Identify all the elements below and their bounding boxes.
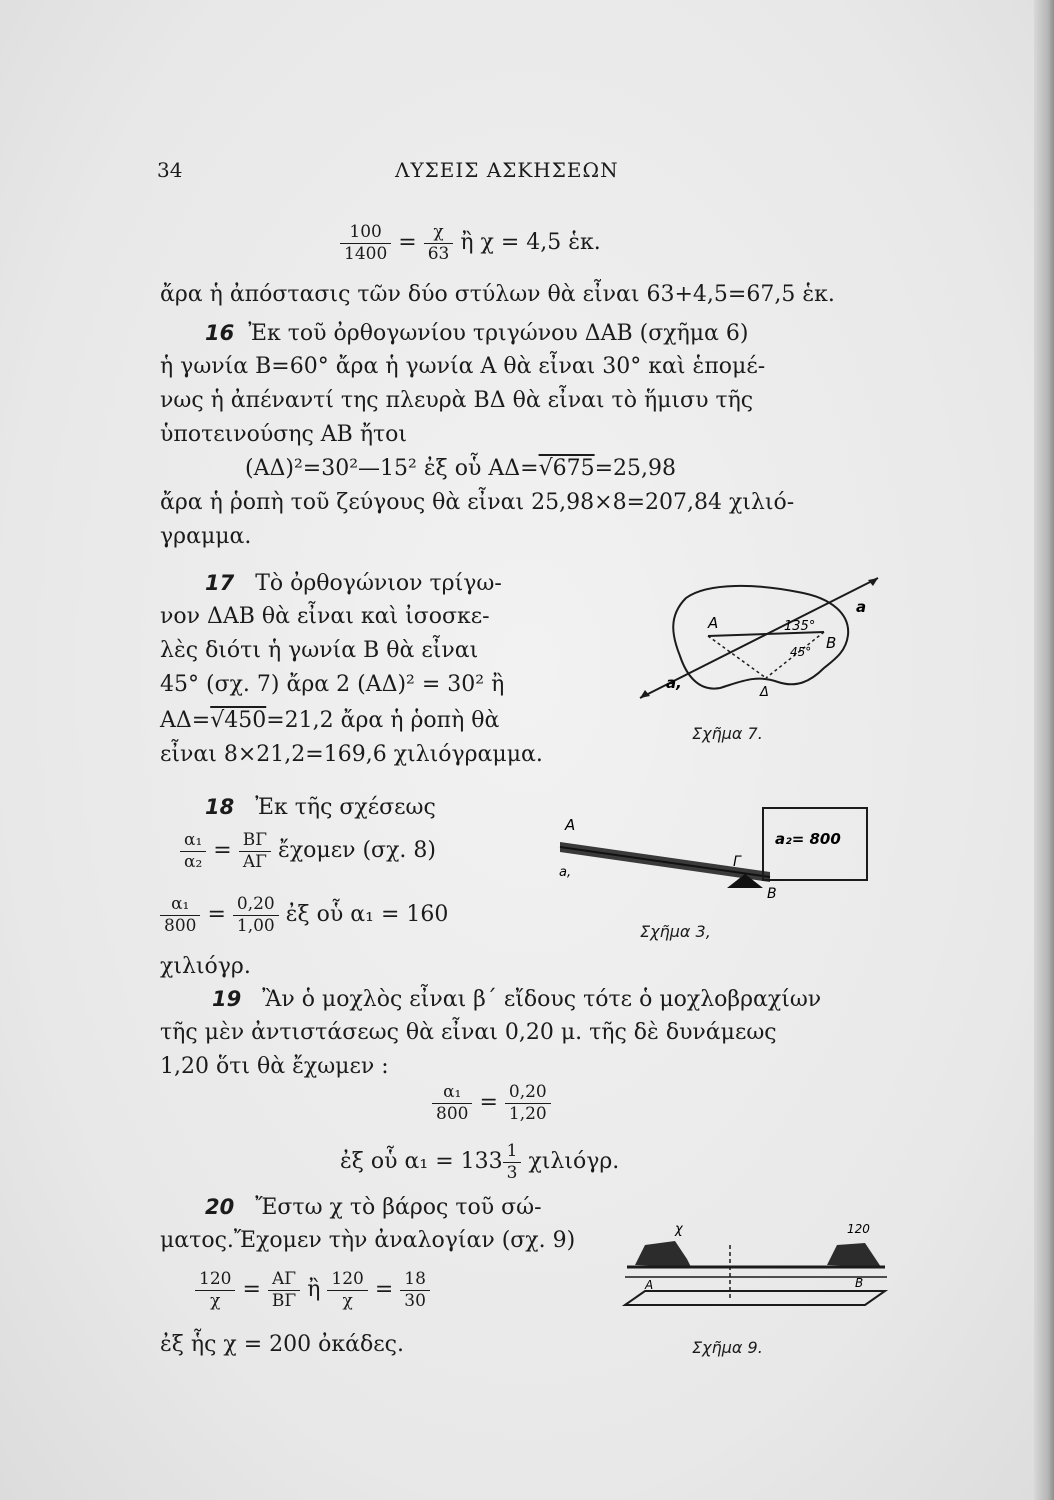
figure-7-caption: Σχῆμα 7. xyxy=(692,724,763,743)
running-title: ΛΥΣΕΙΣ ΑΣΚΗΣΕΩΝ xyxy=(395,158,619,182)
ex20-line1: 20 Ἔστω χ τὸ βάρος τοῦ σώ- xyxy=(205,1195,542,1220)
figure-8 xyxy=(545,800,885,915)
fig9-label-x: χ xyxy=(675,1222,683,1237)
fig9-label-A: A xyxy=(645,1278,654,1292)
ex19-formula: $\frac{\text{α₁}}{800}$ = $\frac{0,20}{1,20}$ xyxy=(432,1080,551,1126)
fig9-label-B: B xyxy=(855,1276,864,1290)
ex16-number: 16 xyxy=(205,321,235,345)
ex16-line3: νως ἡ ἀπέναντί της πλευρὰ ΒΔ θὰ εἶναι τὸ ἥμισυ τῆς xyxy=(160,388,754,413)
ex19-line2: τῆς μὲν ἀντιστάσεως θὰ εἶναι 0,20 μ. τῆς δὲ δυνάμεως xyxy=(160,1020,777,1045)
ex20-line2: ματος.Ἔχομεν τὴν ἀναλογίαν (σχ. 9) xyxy=(160,1228,576,1253)
page-edge-shadow xyxy=(1034,0,1054,1500)
fig7-label-a-top: a xyxy=(856,598,867,616)
fig7-label-D: Δ xyxy=(760,685,769,700)
fig7-label-135: 135° xyxy=(784,619,816,634)
ex17-line5: ΑΔ=√450=21,2 ἄρα ἡ ῥοπὴ θὰ xyxy=(160,708,500,733)
ex16-line1: 16 Ἐκ τοῦ ὀρθογωνίου τριγώνου ΔΑΒ (σχῆμα 6) xyxy=(205,321,749,346)
ex18-formula1: $\frac{\text{α₁}}{\text{α₂}}$ = $\frac{B\Gamma}{A\Gamma}$ ἔχομεν (σχ. 8) xyxy=(180,828,436,874)
fig7-label-B: B xyxy=(826,634,837,652)
ex17-number: 17 xyxy=(205,571,235,595)
fig9-label-120: 120 xyxy=(847,1222,870,1236)
ex17-line1: 17 Τὸ ὀρθογώνιον τρίγω- xyxy=(205,571,502,596)
figure-8-caption: Σχῆμα 3, xyxy=(640,922,711,941)
figure-7 xyxy=(628,570,888,720)
dashed-AD xyxy=(708,636,766,678)
ex19-line1: 19 Ἂν ὁ μοχλὸς εἶναι β΄ εἴδους τότε ὁ μοχλοβραχίων xyxy=(212,987,822,1012)
fig8-label-G: Γ xyxy=(733,854,741,870)
ex20-number: 20 xyxy=(205,1195,235,1219)
ex16-line7: γραμμα. xyxy=(160,524,252,549)
fig7-label-a1: a, xyxy=(666,674,682,692)
ex17-line4: 45° (σχ. 7) ἄρα 2 (ΑΔ)² = 30² ἢ xyxy=(160,672,505,697)
ex20-line4: ἐξ ἧς χ = 200 ὀκάδες. xyxy=(160,1332,404,1357)
page-number: 34 xyxy=(157,158,183,182)
ex18-number: 18 xyxy=(205,795,235,819)
base-plank xyxy=(625,1291,885,1305)
ex16-line6: ἄρα ἡ ῥοπὴ τοῦ ζεύγους θὰ εἶναι 25,98×8=207,84 χιλιό- xyxy=(160,490,795,515)
fig7-label-45: 45° xyxy=(790,645,812,659)
ex16-line2: ἡ γωνία Β=60° ἄρα ἡ γωνία Α θὰ εἶναι 30° καὶ ἑπομέ- xyxy=(160,354,766,379)
ex19-number: 19 xyxy=(212,987,242,1011)
fig8-label-a1: a, xyxy=(559,865,572,880)
figure-9-caption: Σχῆμα 9. xyxy=(692,1338,763,1357)
ex17-line3: λὲς διότι ἡ γωνία Β θὰ εἶναι xyxy=(160,638,479,663)
ex17-line6: εἶναι 8×21,2=169,6 χιλιόγραμμα. xyxy=(160,742,543,767)
fig7-label-A: A xyxy=(708,614,719,632)
ex18-line1: 18 Ἐκ τῆς σχέσεως xyxy=(205,795,436,820)
fig8-label-B: B xyxy=(767,886,777,902)
ex16-line5: (ΑΔ)²=30²—15² ἐξ οὗ ΑΔ=√675=25,98 xyxy=(245,456,676,481)
weight-x xyxy=(635,1241,691,1267)
intro-line: ἄρα ἡ ἀπόστασις τῶν δύο στύλων θὰ εἶναι 63+4,5=67,5 ἑκ. xyxy=(160,282,835,307)
figure-9 xyxy=(615,1215,895,1315)
ex19-result: ἐξ οὗ α₁ = 133 $\frac{1}{3}$ χιλιόγρ. xyxy=(340,1140,620,1183)
weight-120 xyxy=(827,1243,881,1267)
ex17-line2: νον ΔΑΒ θὰ εἶναι καὶ ἰσοσκε- xyxy=(160,604,490,629)
ex20-formula: $\frac{120}{\chi}$ = $\frac{A\Gamma}{B\Gamma}$ ἢ $\frac{120}{\chi}$ = $\frac{18}{30}$ xyxy=(195,1266,430,1314)
fig8-label-A: A xyxy=(565,816,576,834)
ex18-line4: χιλιόγρ. xyxy=(160,954,251,979)
ex18-formula2: $\frac{\text{α₁}}{800}$ = $\frac{0,20}{1,00}$ ἐξ οὗ α₁ = 160 xyxy=(160,892,448,938)
ex16-line4: ὑποτεινούσης ΑΒ ἤτοι xyxy=(160,422,408,447)
fig8-box-label: a₂= 800 xyxy=(775,830,841,848)
ex19-line3: 1,20 ὅτι θὰ ἔχωμεν : xyxy=(160,1054,389,1079)
intro-equation: $\frac{100}{1400}$ = $\frac{\chi}{63}$ ἢ χ = 4,5 ἑκ. xyxy=(340,220,601,266)
